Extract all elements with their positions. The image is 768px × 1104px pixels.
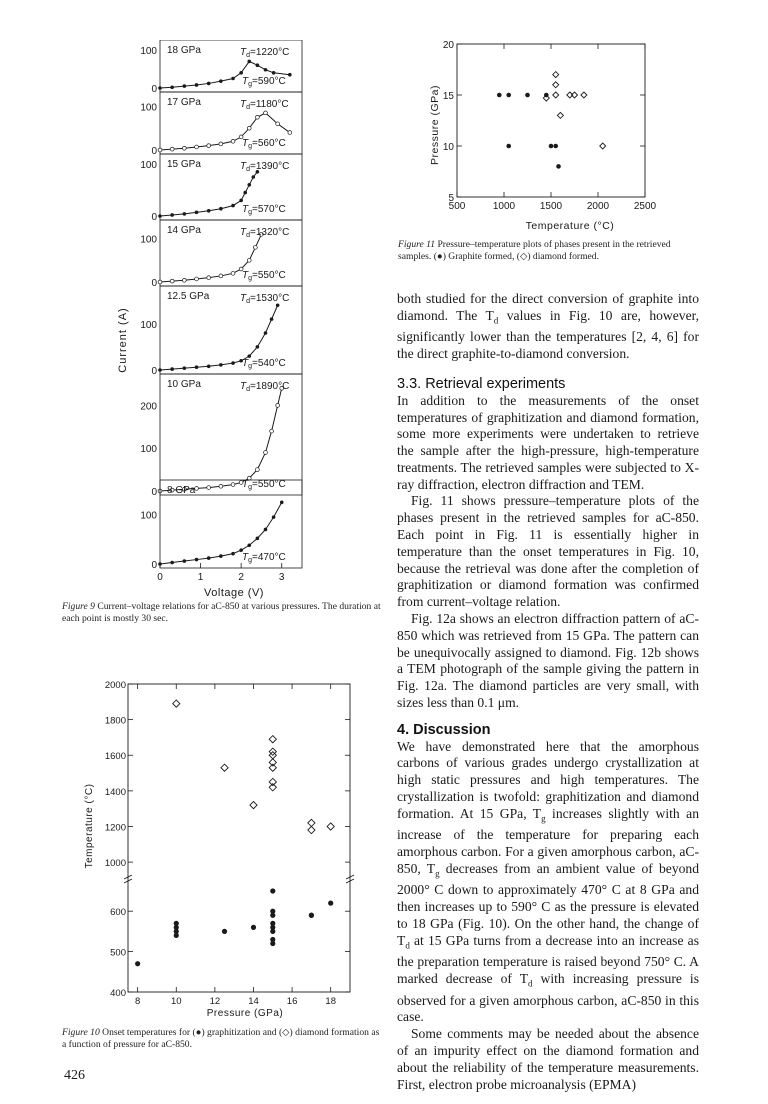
fig10-graphitization-point xyxy=(328,901,333,906)
section-heading-retrieval: 3.3. Retrieval experiments xyxy=(397,375,566,392)
fig11-xtick-label: 1500 xyxy=(539,201,563,212)
fig9-data-point xyxy=(158,148,162,152)
fig9-data-point xyxy=(231,204,235,208)
fig10-diamond-point xyxy=(269,759,276,766)
fig9-pressure-label: 10 GPa xyxy=(167,379,201,390)
fig9-data-point xyxy=(182,146,186,150)
fig9-data-point xyxy=(170,85,174,89)
fig9-data-point xyxy=(256,63,260,67)
fig9-ytick-label: 100 xyxy=(140,234,157,246)
fig9-ytick-label: 0 xyxy=(151,560,157,571)
fig10-graphitization-point xyxy=(270,909,275,914)
fig9-tg-label: $T_g=550^\circ C$ xyxy=(242,270,286,282)
fig9-data-point xyxy=(255,115,259,119)
fig9-data-point xyxy=(207,209,211,213)
paragraph-intro: both studied for the direct conversion of graphite into diamond. The $T_d$ values in Fig. 10 are, however, significantly lower than the temperatures [2, 4, 6] for the direct graphite-to-diamond conversion. xyxy=(397,291,699,362)
fig9-data-point xyxy=(231,77,235,81)
fig10-ylabel: Temperature (°C) xyxy=(84,783,95,869)
fig9-data-point xyxy=(158,214,162,218)
paragraph-discussion-1: We have demonstrated here that the amorphous carbons of various grades undergo crystallization at high static pressures and high temperatures. The crystallization is twofold: graphitization and diamond formation. At 15 GPa, $T_g$ increases slightly with an increase of the temperature for preparing each amorphous carbon. For a given amorphous carbon, aC-850, $T_g$ decreases from an ambient value of beyond 2000° C down to approximately 470° C at 8 GPa and then increases up to 590° C as the pressure is elevated to 18 GPa (Fig. 10). On the other hand, the change of $T_d$ at 15 GPa turns from a decrease into an increase as the preparation temperature is raised beyond 750° C. A marked decrease of $T_d$ with increasing pressure is observed for a given amorphous carbon, aC-850 in this case. xyxy=(397,738,700,1025)
fig11-diamond-point xyxy=(557,112,563,118)
fig11-graphite-point xyxy=(553,144,558,149)
fig9-data-point xyxy=(207,276,211,280)
fig10-diamond-point xyxy=(269,778,276,785)
fig9-tg-label: $T_g=470^\circ C$ xyxy=(242,552,286,564)
fig10-diamond-point xyxy=(308,819,315,826)
fig10-graphitization-point xyxy=(270,937,275,942)
fig10-ytick-label: 1600 xyxy=(104,751,126,763)
fig9-data-point xyxy=(270,317,274,321)
fig10-diamond-point xyxy=(269,764,276,771)
fig10-graphitization-point xyxy=(222,929,227,934)
fig9-data-point xyxy=(219,554,223,558)
figure-9-caption xyxy=(62,601,382,624)
paragraph-retrieval-1: In addition to the measurements of the onset temperatures of graphitization and diamond formation, some more experiments were undertaken to retrieve the sample after the high-pressure, high-temperature treatments. The retrieved samples were subjected to X-ray diffraction, electron diffraction and TEM. xyxy=(397,392,699,492)
fig9-pressure-label: 14 GPa xyxy=(167,225,201,236)
fig9-data-point xyxy=(255,468,259,472)
fig11-graphite-point xyxy=(549,144,554,149)
fig9-ytick-label: 100 xyxy=(140,444,157,456)
fig10-frame xyxy=(128,684,350,992)
fig10-xlabel: Pressure (GPa) xyxy=(206,1008,284,1019)
fig9-ytick-label: 0 xyxy=(151,212,157,223)
fig10-xtick-label: 16 xyxy=(286,996,298,1007)
figure-10-caption xyxy=(62,1027,382,1050)
fig9-data-point xyxy=(264,451,268,455)
fig9-data-point xyxy=(158,86,162,90)
fig9-ytick-label: 0 xyxy=(151,278,157,289)
fig9-xtick-label: 3 xyxy=(278,572,285,583)
fig10-ytick-label: 500 xyxy=(110,947,126,959)
fig10-diamond-point xyxy=(269,736,276,743)
fig9-data-point xyxy=(264,111,268,115)
fig9-xtick-label: 0 xyxy=(157,572,163,583)
paragraph-discussion-2: Some comments may be needed about the absence of an impurity effect on the diamond formation and about the reliability of the temperature measurements. First, electron probe microanalysis (EPMA) xyxy=(397,1026,699,1092)
fig10-diamond-point xyxy=(308,826,315,833)
fig9-data-point xyxy=(158,368,162,372)
fig10-ytick-label: 1200 xyxy=(104,822,126,834)
fig10-xtick-label: 14 xyxy=(248,996,259,1007)
fig11-diamond-point xyxy=(553,92,559,98)
fig10-caption-text: Onset temperatures for (●) graphitization and (◇) diamond formation as a function of pressure for aC-850. xyxy=(62,1027,380,1050)
fig9-caption-label: Figure 9 xyxy=(62,601,95,612)
fig9-data-point xyxy=(247,543,251,547)
fig10-diamond-point xyxy=(221,764,228,771)
fig9-data-point xyxy=(219,274,223,278)
fig9-pressure-label: 12.5 GPa xyxy=(167,291,210,302)
fig9-data-point xyxy=(239,71,243,75)
fig10-diamond-point xyxy=(173,700,180,707)
fig11-xtick-label: 2000 xyxy=(586,201,610,212)
fig10-graphitization-point xyxy=(251,925,256,930)
fig10-ytick-label: 600 xyxy=(110,907,126,919)
fig9-data-point xyxy=(252,175,256,179)
fig9-td-label: $T_d=1180^\circ C$ xyxy=(240,99,289,111)
right-column-text xyxy=(397,291,699,1093)
paragraph-retrieval-3: Fig. 12a shows an electron diffraction pattern of aC-850 which was retrieved from 15 GPa. The pattern can be unequivocally assigned to diamond. Fig. 12b shows a TEM photograph of the sample giving the pattern in Fig. 12a. The diamond particles are very small, with sizes less than 0.1 μm. xyxy=(397,611,699,711)
fig9-xtick-label: 1 xyxy=(197,572,204,583)
fig9-data-point xyxy=(195,277,199,281)
fig9-data-point xyxy=(231,552,235,556)
fig9-pressure-label: 17 GPa xyxy=(167,97,201,108)
fig9-data-point xyxy=(195,211,199,215)
fig9-td-label: $T_d=1530^\circ C$ xyxy=(240,293,290,305)
fig9-ytick-label: 100 xyxy=(140,160,157,171)
fig9-data-point xyxy=(247,183,251,187)
fig9-data-point xyxy=(264,68,268,72)
figure-11-caption xyxy=(398,239,698,262)
fig9-data-point xyxy=(247,258,251,262)
fig10-caption-label: Figure 10 xyxy=(62,1027,100,1038)
fig10-xtick-label: 18 xyxy=(325,996,336,1007)
fig9-tg-label: $T_g=540^\circ C$ xyxy=(242,358,286,370)
fig10-ytick-label: 400 xyxy=(110,988,126,999)
fig11-graphite-point xyxy=(506,144,511,149)
fig9-data-point xyxy=(183,212,187,216)
fig9-pressure-label: 15 GPa xyxy=(167,159,201,170)
fig11-caption-text: Pressure–temperature plots of phases present in the retrieved samples. (●) Graphite formed, (◇) diamond formed. xyxy=(398,239,671,262)
fig11-diamond-point xyxy=(553,82,559,88)
fig9-data-point xyxy=(270,429,274,433)
fig9-ylabel: Current (A) xyxy=(117,307,129,373)
fig9-data-point xyxy=(256,345,260,349)
fig9-data-point xyxy=(170,561,174,565)
fig9-xtick-label: 2 xyxy=(238,572,244,583)
fig9-data-point xyxy=(207,556,211,560)
fig9-ytick-label: 0 xyxy=(151,84,157,95)
fig9-xlabel: Voltage (V) xyxy=(204,587,264,599)
fig9-data-point xyxy=(264,331,268,335)
fig9-data-point xyxy=(253,245,257,249)
fig9-data-point xyxy=(239,199,243,203)
fig9-pressure-label: 8 GPa xyxy=(167,485,196,496)
figure-9-chart xyxy=(112,40,312,600)
fig9-ytick-label: 0 xyxy=(151,366,157,377)
fig9-ytick-label: 100 xyxy=(140,510,157,522)
fig9-data-point xyxy=(170,213,174,217)
fig11-ytick-label: 15 xyxy=(442,91,454,102)
fig10-graphitization-point xyxy=(135,961,140,966)
fig9-ytick-label: 100 xyxy=(140,102,157,114)
fig9-data-point xyxy=(207,365,211,369)
fig11-graphite-point xyxy=(556,164,561,169)
fig9-data-point xyxy=(158,280,162,284)
fig11-caption-label: Figure 11 xyxy=(398,239,436,250)
fig9-data-point xyxy=(182,278,186,282)
fig9-data-point xyxy=(219,142,223,146)
fig9-td-label: $T_d=1890^\circ C$ xyxy=(240,381,290,393)
fig9-tg-label: $T_g=590^\circ C$ xyxy=(242,76,286,88)
fig9-data-point xyxy=(195,558,199,562)
fig9-data-point xyxy=(256,537,260,541)
fig9-data-point xyxy=(247,126,251,130)
fig9-data-point xyxy=(272,515,276,519)
fig11-xlabel: Temperature (°C) xyxy=(525,220,615,232)
fig9-data-point xyxy=(195,145,199,149)
fig9-data-point xyxy=(183,84,187,88)
fig9-ytick-label: 200 xyxy=(140,401,157,413)
fig9-data-point xyxy=(207,82,211,86)
fig9-data-point xyxy=(288,131,292,135)
fig11-xtick-label: 2500 xyxy=(633,201,657,212)
fig9-tg-label: $T_g=570^\circ C$ xyxy=(242,204,286,216)
fig9-data-point xyxy=(219,484,223,488)
fig9-data-point xyxy=(288,73,292,77)
fig10-ytick-label: 1400 xyxy=(104,786,126,798)
fig10-diamond-point xyxy=(250,802,257,809)
fig9-data-point xyxy=(183,366,187,370)
fig9-data-point xyxy=(207,486,211,490)
fig9-ytick-label: 100 xyxy=(140,319,157,331)
fig9-data-point xyxy=(219,363,223,367)
fig11-diamond-point xyxy=(553,72,559,78)
fig9-data-point xyxy=(231,139,235,143)
fig9-ytick-label: 0 xyxy=(151,146,157,157)
fig10-graphitization-point xyxy=(270,921,275,926)
fig10-xtick-label: 12 xyxy=(209,996,221,1007)
fig9-td-label: $T_d=1390^\circ C$ xyxy=(240,161,290,173)
fig9-data-point xyxy=(243,191,247,195)
fig9-ytick-label: 100 xyxy=(140,46,157,57)
figure-10-chart xyxy=(82,676,372,1021)
fig9-data-point xyxy=(276,404,280,408)
fig10-ytick-label: 2000 xyxy=(104,680,126,691)
fig10-graphitization-point xyxy=(270,888,275,893)
fig9-data-point xyxy=(195,365,199,369)
fig9-data-point xyxy=(170,147,174,151)
fig9-data-point xyxy=(231,271,235,275)
fig9-series-line xyxy=(160,388,282,491)
fig9-data-point xyxy=(219,207,223,211)
fig9-pressure-label: 18 GPa xyxy=(167,45,201,56)
fig9-data-point xyxy=(231,483,235,487)
fig9-tg-label: $T_g=560^\circ C$ xyxy=(242,138,286,150)
fig10-ytick-label: 1000 xyxy=(104,858,126,870)
fig9-data-point xyxy=(207,144,211,148)
fig9-data-point xyxy=(170,279,174,283)
fig11-diamond-point xyxy=(581,92,587,98)
fig10-xtick-label: 10 xyxy=(170,996,182,1007)
fig9-data-point xyxy=(264,528,268,532)
fig9-data-point xyxy=(219,79,223,83)
page-number: 426 xyxy=(64,1068,85,1083)
fig10-diamond-point xyxy=(327,823,334,830)
section-heading-discussion: 4. Discussion xyxy=(397,721,491,738)
paragraph-retrieval-2: Fig. 11 shows pressure–temperature plots of the phases present in the retrieved samples for aC-850. Each point in Fig. 11 is essentially higher in temperature than the onset temperatures in Fig. 10, because the retrieval was done after the completion of graphitization or diamond formation was confirmed from current–voltage relation. xyxy=(397,493,699,610)
fig11-xtick-label: 500 xyxy=(448,201,466,212)
fig9-data-point xyxy=(195,83,199,87)
fig11-ylabel: Pressure (GPa) xyxy=(429,85,441,165)
fig11-graphite-point xyxy=(497,93,502,98)
fig9-td-label: $T_d=1320^\circ C$ xyxy=(240,227,290,239)
fig11-ytick-label: 20 xyxy=(442,40,454,51)
fig9-ytick-label: 0 xyxy=(151,487,157,498)
fig10-ytick-label: 1800 xyxy=(104,715,126,727)
fig11-ytick-label: 5 xyxy=(448,193,454,204)
fig9-data-point xyxy=(276,122,280,126)
fig11-graphite-point xyxy=(525,93,530,98)
fig9-caption-text: Current–voltage relations for aC-850 at various pressures. The duration at each point is mostly 30 sec. xyxy=(62,601,381,624)
fig11-xtick-label: 1000 xyxy=(492,201,516,212)
fig9-data-point xyxy=(272,71,276,75)
fig9-data-point xyxy=(231,361,235,365)
fig10-graphitization-point xyxy=(309,913,314,918)
fig9-td-label: $T_d=1220^\circ C$ xyxy=(240,47,290,59)
fig10-xtick-label: 8 xyxy=(135,996,141,1007)
fig11-graphite-point xyxy=(506,93,511,98)
fig9-data-point xyxy=(280,501,284,505)
fig11-frame xyxy=(457,44,645,197)
figure-11-chart xyxy=(425,30,695,235)
fig11-ytick-label: 10 xyxy=(442,142,454,153)
fig11-diamond-point xyxy=(600,143,606,149)
fig9-data-point xyxy=(247,60,251,64)
fig10-diamond-point xyxy=(269,784,276,791)
fig9-data-point xyxy=(170,367,174,371)
fig10-graphitization-point xyxy=(174,921,179,926)
fig9-tg-label: $T_g=550^\circ C$ xyxy=(242,479,286,491)
fig9-data-point xyxy=(183,559,187,563)
